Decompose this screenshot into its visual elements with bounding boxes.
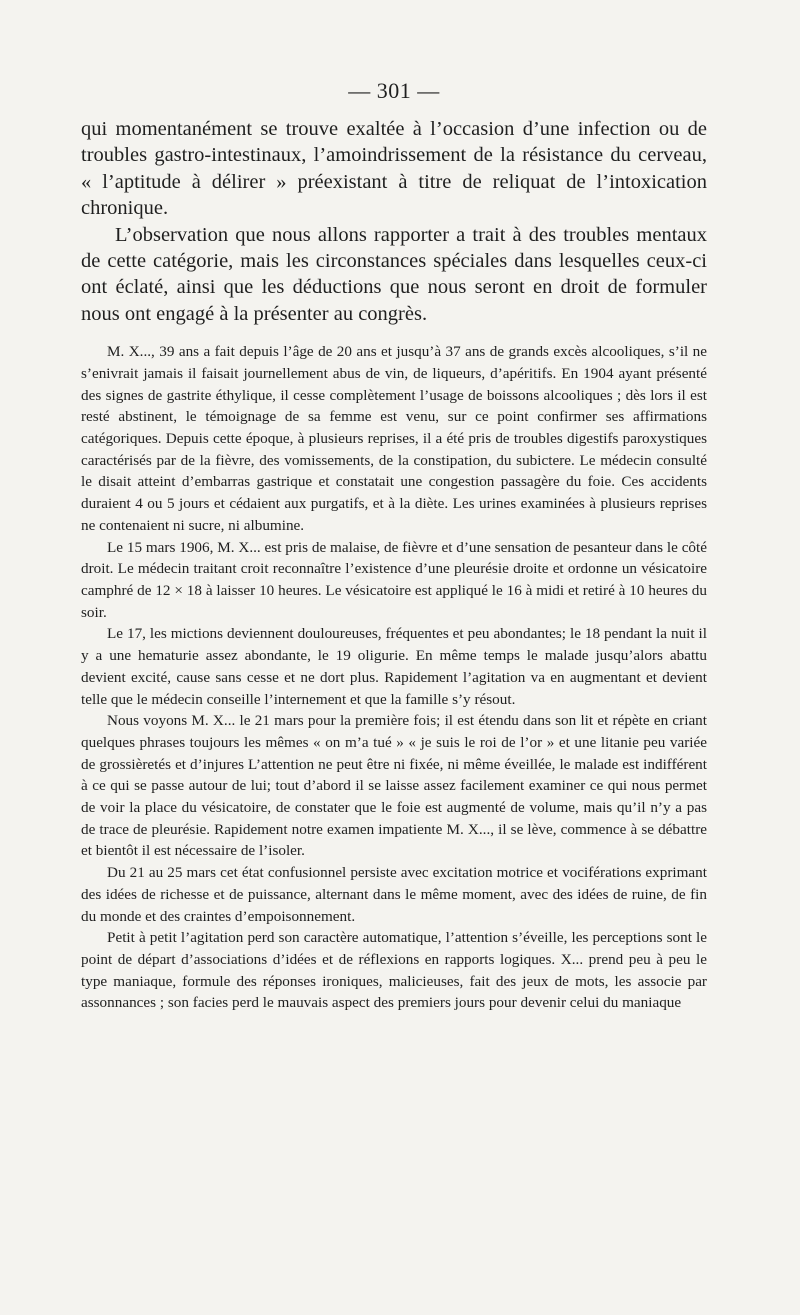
- page-number: — 301 —: [348, 78, 440, 103]
- intro-paragraph-1: qui momentanément se trouve exaltée à l’occasion d’une infection ou de troubles gastro-intestinaux, l’amoindrissement de la résistance du cerveau, « l’aptitude à délirer » préexistant à titre de reliquat de l’intoxication chronique.: [81, 118, 707, 220]
- observation-paragraph-5: Du 21 au 25 mars cet état confusionnel persiste avec excitation motrice et vociférations exprimant des idées de richesse et de puissance, alternant dans le même moment, avec des idées de ruine, de fin du monde et des craintes d’empoisonnement.: [81, 864, 707, 925]
- intro-paragraph-2: L’observation que nous allons rapporter a trait à des troubles mentaux de cette catégorie, mais les circonstances spéciales dans lesquelles ceux-ci ont éclaté, ainsi que les déductions que nous seront en droit de formuler nous ont engagé à la présenter au congrès.: [81, 223, 707, 325]
- observation-paragraph-3: Le 17, les mictions deviennent douloureuses, fréquentes et peu abondantes; le 18 pendant la nuit il y a une hematurie assez abondante, le 19 oligurie. En même temps le malade jusqu’alors abattu devient excité, cause sans cesse et ne dort plus. Rapidement l’agitation va en augmentant et devient telle que le médecin conseille l’internement et que la famille s’y résout.: [81, 625, 707, 708]
- observation-section: [81, 341, 707, 1014]
- observation-paragraph-6: Petit à petit l’agitation perd son caractère automatique, l’attention s’éveille, les perceptions sont le point de départ d’associations d’idées et de réflexions en rapports logiques. X... prend peu à peu le type maniaque, formule des réponses ironiques, malicieuses, fait des jeux de mots, les associe par assonnances ; son facies perd le mauvais aspect des premiers jours pour devenir celui du maniaque: [81, 929, 707, 1012]
- intro-section: [81, 116, 707, 327]
- observation-paragraph-4: Nous voyons M. X... le 21 mars pour la première fois; il est étendu dans son lit et répète en criant quelques phrases toujours les mêmes « on m’a tué » « je suis le roi de l’or » et une litanie peu variée de grossièretés et d’injures L’attention ne peut être ni fixée, ni même éveillée, le malade est indifférent à ce qui se passe autour de lui; tout d’abord il se laisse assez facilement examiner ce qui nous permet de voir la place du vésicatoire, de constater que le foie est augmenté de volume, mais qu’il n’y a pas de trace de pleurésie. Rapidement notre examen impatiente M. X..., il se lève, commence à se débattre et bientôt il est nécessaire de l’isoler.: [81, 712, 707, 860]
- observation-paragraph-2: Le 15 mars 1906, M. X... est pris de malaise, de fièvre et d’une sensation de pesanteur dans le côté droit. Le médecin traitant croit reconnaître l’existence d’une pleurésie droite et ordonne un vésicatoire camphré de 12 × 18 à laisser 10 heures. Le vésicatoire est appliqué le 16 à midi et retiré à 10 heures du soir.: [81, 538, 707, 621]
- observation-paragraph-1: M. X..., 39 ans a fait depuis l’âge de 20 ans et jusqu’à 37 ans de grands excès alcooliques, s’il ne s’enivrait jamais il faisait journellement abus de vin, de liqueurs, d’apéritifs. En 1904 ayant présenté des signes de gastrite éthylique, il cesse complètement l’usage de boissons alcooliques ; dès lors il est resté abstinent, le témoignage de sa femme est venu, sur ce point confirmer ses affirmations catégoriques. Depuis cette époque, à plusieurs reprises, il a été pris de troubles digestifs paroxystiques caractérisés par de la fièvre, des vomissements, de la constipation, du subictere. Le médecin consulté le disait atteint d’embarras gastrique et constatait une congestion passagère du foie. Ces accidents duraient 4 ou 5 jours et cédaient aux purgatifs, et à la diète. Les urines examinées à plusieurs reprises ne contenaient ni sucre, ni albumine.: [81, 343, 707, 534]
